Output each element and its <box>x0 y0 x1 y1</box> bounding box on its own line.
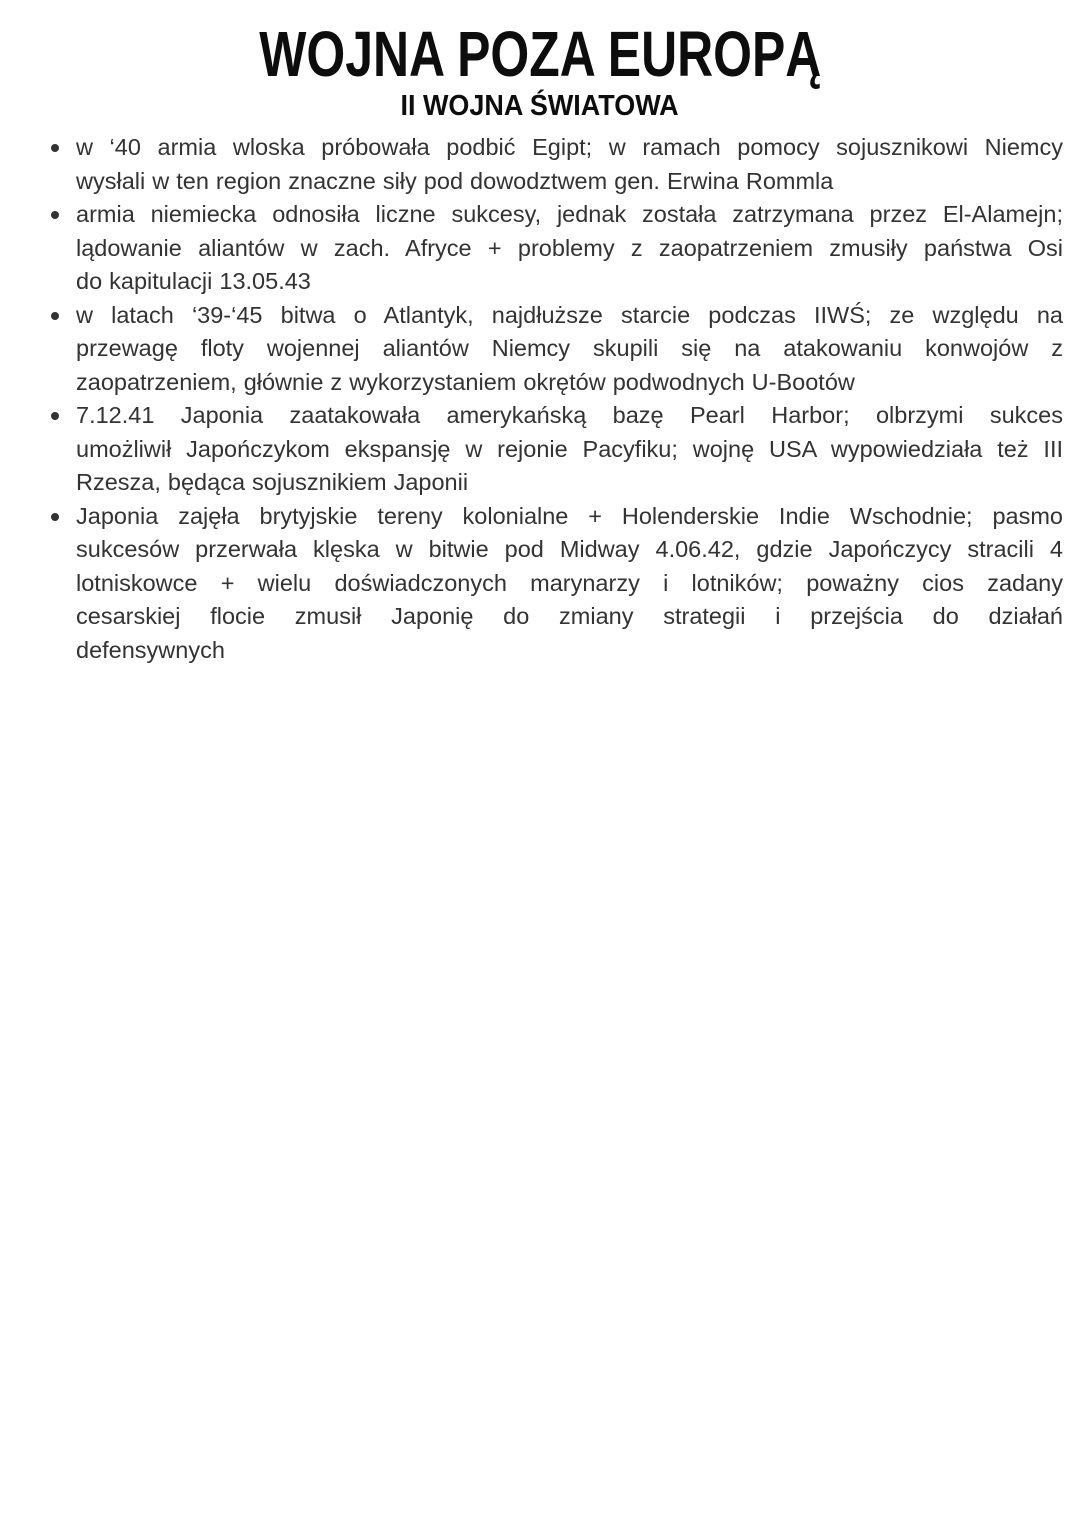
bullet-line: umożliwił Japończykom ekspansję w rejonie Pacyfiku; wojnę USA wypowiedziała też III <box>76 435 1063 462</box>
bullet-text <box>76 299 1063 400</box>
bullet-item <box>0 500 1063 668</box>
document-title <box>0 20 1080 88</box>
bullet-text <box>76 500 1063 668</box>
bullet-line: 7.12.41 Japonia zaatakowała amerykańską bazę Pearl Harbor; olbrzymi sukces <box>76 402 1063 428</box>
bullet-line: cesarskiej flocie zmusił Japonię do zmiany strategii i przejścia do działań <box>76 603 1063 629</box>
bullet-line: lotniskowce + wielu doświadczonych marynarzy i lotników; poważny cios zadany <box>76 569 1063 596</box>
bullet-line: w latach ‘39-‘45 bitwa o Atlantyk, najdłuższe starcie podczas IIWŚ; ze względu na <box>76 301 1063 328</box>
bullet-line: zaopatrzeniem, głównie z wykorzystaniem okrętów podwodnych U-Bootów <box>76 368 855 395</box>
bullet-line: Rzesza, będąca sojusznikiem Japonii <box>76 469 469 495</box>
bullet-dot-icon <box>51 211 59 219</box>
bullet-line: Japonia zajęła brytyjskie tereny kolonialne + Holenderskie Indie Wschodnie; pasmo <box>76 502 1063 529</box>
document-title-text: WOJNA POZA EUROPĄ <box>258 18 822 90</box>
bullet-list <box>0 131 1080 667</box>
bullet-text <box>76 198 1063 299</box>
bullet-dot-icon <box>51 144 59 152</box>
document-subtitle <box>0 91 1080 121</box>
bullet-line: przewagę floty wojennej aliantów Niemcy skupili się na atakowaniu konwojów z <box>76 335 1063 361</box>
bullet-line: do kapitulacji 13.05.43 <box>76 268 311 294</box>
bullet-dot-icon <box>51 513 59 521</box>
bullet-dot-icon <box>51 412 59 420</box>
document-subtitle-text: II WOJNA ŚWIATOWA <box>400 90 680 122</box>
bullet-line: lądowanie aliantów w zach. Afryce + problemy z zaopatrzeniem zmusiły państwa Osi <box>76 234 1063 261</box>
bullet-dot-icon <box>51 312 59 320</box>
bullet-text <box>76 399 1063 500</box>
bullet-text <box>76 131 1063 198</box>
bullet-line: wysłali w ten region znaczne siły pod dowodztwem gen. Erwina Rommla <box>76 167 834 194</box>
bullet-item <box>0 299 1063 400</box>
bullet-item <box>0 399 1063 500</box>
bullet-item <box>0 198 1063 299</box>
bullet-line: defensywnych <box>76 636 225 663</box>
bullet-line: armia niemiecka odnosiła liczne sukcesy, jednak została zatrzymana przez El-Alamejn; <box>76 201 1063 227</box>
bullet-line: w ‘40 armia wloska próbowała podbić Egipt; w ramach pomocy sojusznikowi Niemcy <box>76 134 1063 160</box>
bullet-item <box>0 131 1063 198</box>
bullet-line: sukcesów przerwała klęska w bitwie pod Midway 4.06.42, gdzie Japończycy stracili 4 <box>76 536 1063 562</box>
